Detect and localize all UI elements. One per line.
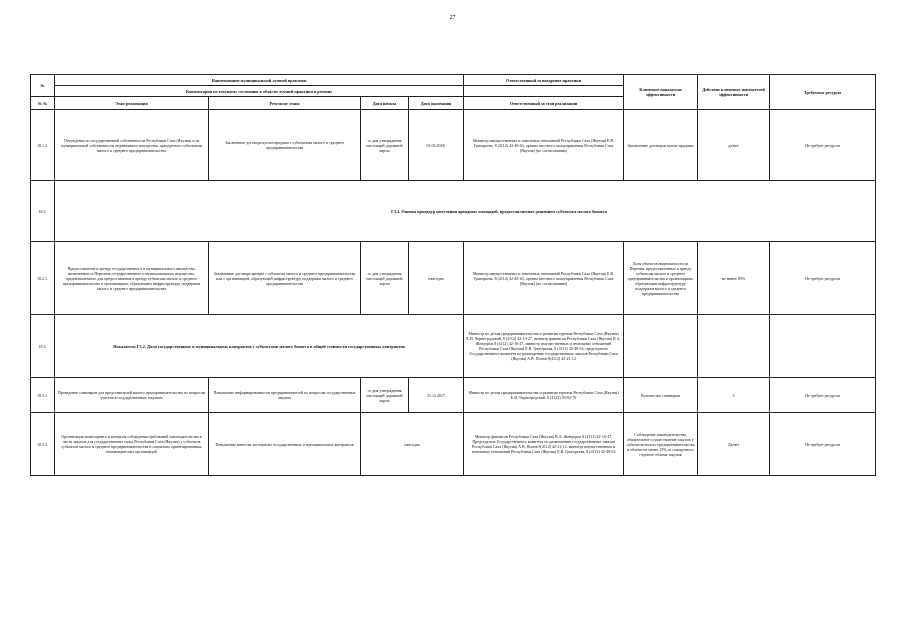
table-row-section <box>31 181 876 242</box>
header-date-end: Дата окончания <box>409 97 464 110</box>
row-date-start: ежегодно <box>361 413 464 476</box>
header-num: № <box>31 75 55 97</box>
row-indicator: Соблюдение законодательства, обязательное осуществление закупок у субъектов малого предпринимательства в объеме не менее 15% от совокупного годового объема закупок <box>624 413 698 476</box>
row-indicator-blank <box>624 315 698 378</box>
row-resources: Не требует ресурсов <box>770 413 876 476</box>
row-indicator: Заключение договоров купли-продажи <box>624 110 698 181</box>
row-value: 3 <box>698 378 770 413</box>
header-stage: Этап реализации <box>55 97 209 110</box>
row-responsible: Министр по делам предпринимательства и развития туризма Республики Саха (Якутия) Е.И. Черноградский, 8 (4112) 42-13-27, министр финансов Республики Саха (Якутия) В.А. Жондоров 8 (4112) 42-16-27, министр имущественных и земельных отношений Республики Саха (Якутия) Е.В. Григорьева, 8 (4112) 42-48-63, председатель Государственного комитета по размещению государственных заказов Республики Саха (Якутия) А.В. Попов 8(4112) 42-21-12 <box>464 315 624 378</box>
row-result: Заключение договора купли-продажи с субъектами малого и среднего предпринимательства <box>209 110 361 181</box>
row-indicator: Количество семинаров <box>624 378 698 413</box>
header-result: Результат этапа <box>209 97 361 110</box>
header-actual-value: Действие ключевых показателей эффективности <box>698 75 770 110</box>
row-num: 18.3.2. <box>31 413 55 476</box>
page-number: 27 <box>449 15 456 21</box>
row-stage: Проведение семинаров для представителей малого предпринимательства по вопросам участия в государственных закупках <box>55 378 209 413</box>
header-key-indicator: Ключевые показатели эффективности <box>624 75 698 110</box>
row-date-start: со дня утверждения настоящей дорожной карты <box>361 110 409 181</box>
row-value-blank <box>698 315 770 378</box>
row-stage: Предоставление в аренду государственного и муниципального имущества, включенного в Перечень государственного и муниципального имущества, предназначенного для предоставления в аренду субъектам малого и среднего предпринимательства и организациям, образующим инфраструктуру поддержки малого и среднего предпринимательства <box>55 242 209 315</box>
row-num: 18.2. <box>31 181 55 242</box>
row-result: Повышение качества экспертизы государственных и муниципальных контрактов <box>209 413 361 476</box>
header-row-1 <box>31 75 876 86</box>
row-result: Повышение информированности предпринимателей по вопросам государственных закупок <box>209 378 361 413</box>
row-result: Заключение договора аренды с субъектом малого и среднего предпринимательства или с организацией, образующей инфраструктуру поддержки малого и среднего предпринимательства <box>209 242 361 315</box>
header-responsible-blank <box>464 86 624 97</box>
row-date-start: со дня утверждения настоящей дорожной карты <box>361 242 409 315</box>
header-date-start: Дата начала <box>361 97 409 110</box>
row-value: да/нет <box>698 110 770 181</box>
row-value: Да/нет <box>698 413 770 476</box>
header-resources: Требуемые ресурсы <box>770 75 876 110</box>
header-num-pp: № № <box>31 97 55 110</box>
table-row-section <box>31 315 876 378</box>
row-responsible: Министр финансов Республики Саха (Якутия) В.А. Жондоров 8 (4112) 42-16-27, Председатель Государственного комитета по размещению государственных заказов Республики Саха (Якутия) А.В. Попов 8(4112) 42-21-12, министр имущественных и земельных отношений Республики Саха (Якутия) Е.В. Григорьева, 8 (4112) 42-48-63 <box>464 413 624 476</box>
header-practice-name: Наименование муниципальной лучшей практики <box>55 75 464 86</box>
row-stage: Организация мониторинга и контроля соблюдения требований законодательства в части закупок для государственных нужд Республики Саха (Якутия) у субъектов субъектов малого и среднего предпринимательства и социально ориентированных некоммерческих организаций <box>55 413 209 476</box>
row-resources: Не требует ресурсов <box>770 110 876 181</box>
row-responsible: Министр имущественных и земельных отношений Республики Саха (Якутия) Е.В. Григорьева, 8 (4112) 42-48-63, органы местного самоуправления Республики Саха (Якутия) (по согласованию) <box>464 110 624 181</box>
row-resources: Не требует ресурсов <box>770 378 876 413</box>
table-row <box>31 378 876 413</box>
table-row <box>31 413 876 476</box>
row-resources-blank <box>770 315 876 378</box>
row-date-start: со дня утверждения настоящей дорожной карты <box>361 378 409 413</box>
row-section-title: Г3.3. Оценка процедур получения арендных площадей, предоставляемых решением субъектам малого бизнеса <box>55 181 876 242</box>
row-indicator: Доля объектов недвижимости из Перечня, предоставленных в аренду субъектам малого и среднего предпринимательства и организациям, образующим инфраструктуру поддержки малого и среднего предпринимательства <box>624 242 698 315</box>
header-comment: Комментарии по текущему состоянию в области лучшей практики в регионе <box>55 86 464 97</box>
row-resources: Не требует ресурсов <box>770 242 876 315</box>
header-responsible-stage: Ответственный за этап реализации <box>464 97 624 110</box>
row-date-end: 31.12.2017 <box>409 378 464 413</box>
row-num: 18.3.1. <box>31 378 55 413</box>
table-row <box>31 242 876 315</box>
row-num: 18.1.2. <box>31 110 55 181</box>
roadmap-table <box>30 74 876 476</box>
row-num: 18.2.1. <box>31 242 55 315</box>
row-value: не менее 85% <box>698 242 770 315</box>
table-row <box>31 110 876 181</box>
header-responsible: Ответственный за внедрение практики <box>464 75 624 86</box>
row-date-end: 01.03.2018, <box>409 110 464 181</box>
row-section-title: Показатель Г3.2. Доля государственных и муниципальных контрактов с субъектами малого бизнеса в общей стоимости государственных контрактов <box>55 315 464 378</box>
row-date-end: ежегодно <box>409 242 464 315</box>
row-num: 18.3. <box>31 315 55 378</box>
row-responsible: Министр имущественных и земельных отношений Республики Саха (Якутия) Е.В. Григорьева, 8 (4112) 42-48-63, органы местного самоуправления Республики Саха (Якутия) (по согласованию) <box>464 242 624 315</box>
row-stage: Отчуждение из государственной собственности Республики Саха (Якутия) и из муниципальной собственности недвижимого имущества, арендуемого субъектами малого и среднего предпринимательства <box>55 110 209 181</box>
row-responsible: Министр по делам предпринимательства и развития туризма Республики Саха (Якутия) Е.И. Черноградский, 8 (4112) 50-92-79 <box>464 378 624 413</box>
